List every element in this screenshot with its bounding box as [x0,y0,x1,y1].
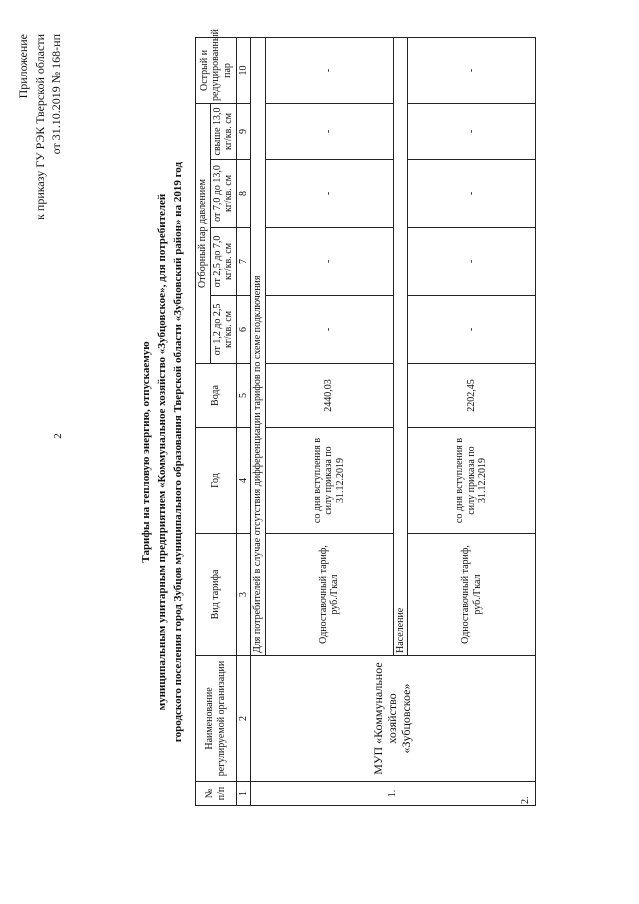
header-org: Наименование регулируемой организации [196,656,237,782]
header-tariff-type: Вид тарифа [196,534,237,656]
header-row-1 [196,37,211,805]
steam-4-cell: - [265,103,393,159]
steam-4-cell: - [408,103,536,159]
steam-3-cell: - [265,160,393,228]
steam-2-cell: - [265,228,393,296]
tariff-type-cell: Одноставочный тариф, руб./Гкал [265,534,393,656]
header-steam-3: от 7,0 до 13,0 кг/кв. см [210,160,236,228]
section-heading-1: Для потребителей в случае отсутствия дифференциации тарифов по схеме подключения [251,37,266,655]
appendix-line-1: Приложение [16,34,30,99]
col-number: 8 [236,160,251,228]
col-number: 10 [236,37,251,103]
title-line-3: городского поселения город Зубцов муниципального образования Тверской области «Зубцовский район» на 2019 год [172,161,184,743]
steam-2-cell: - [408,228,536,296]
column-number-row [236,37,251,805]
col-number: 2 [236,656,251,782]
table-row [251,37,266,805]
title-line-1: Тарифы на тепловую энергию, отпускаемую [140,341,152,563]
col-number: 6 [236,296,251,364]
col-number: 4 [236,428,251,534]
row-num-1: 1. [251,782,536,806]
section-heading-2: Население [393,37,408,655]
header-num: № п/п [196,782,237,806]
tariff-type-cell: Одноставочный тариф, руб./Гкал [408,534,536,656]
year-cell: со дня вступления в силу приказа по 31.12.2019 [408,428,536,534]
sharp-steam-cell: - [408,37,536,103]
col-number: 3 [236,534,251,656]
header-steam-1: от 1,2 до 2,5 кг/кв. см [210,296,236,364]
header-steam-2: от 2,5 до 7,0 кг/кв. см [210,228,236,296]
steam-1-cell: - [265,296,393,364]
header-water: Вода [196,364,237,428]
row-num-2: 2. [520,796,531,804]
year-cell: со дня вступления в силу приказа по 31.12.2019 [265,428,393,534]
col-number: 7 [236,228,251,296]
sharp-steam-cell: - [265,37,393,103]
page-number: 2 [51,433,64,439]
title-line-2: муниципальным унитарным предприятием «Коммунальное хозяйство «Зубцовское», для потребителей [156,193,168,711]
tariff-table [195,29,536,806]
header-year: Год [196,428,237,534]
org-name: МУП «Коммунальное хозяйство «Зубцовское» [251,656,536,782]
header-sharp-steam: Острый и редуцированный пар [196,37,237,103]
water-cell: 2202,45 [408,364,536,428]
col-number: 1 [236,782,251,806]
appendix-line-2: к приказу ГУ РЭК Тверской области [33,34,47,220]
header-steam: Отборный пар давлением [196,103,211,363]
col-number: 5 [236,364,251,428]
steam-1-cell: - [408,296,536,364]
col-number: 9 [236,103,251,159]
appendix-line-3: от 31.10.2019 № 168-нп [49,34,63,155]
water-cell: 2440,03 [265,364,393,428]
steam-3-cell: - [408,160,536,228]
header-steam-4: свыше 13,0 кг/кв. см [210,103,236,159]
